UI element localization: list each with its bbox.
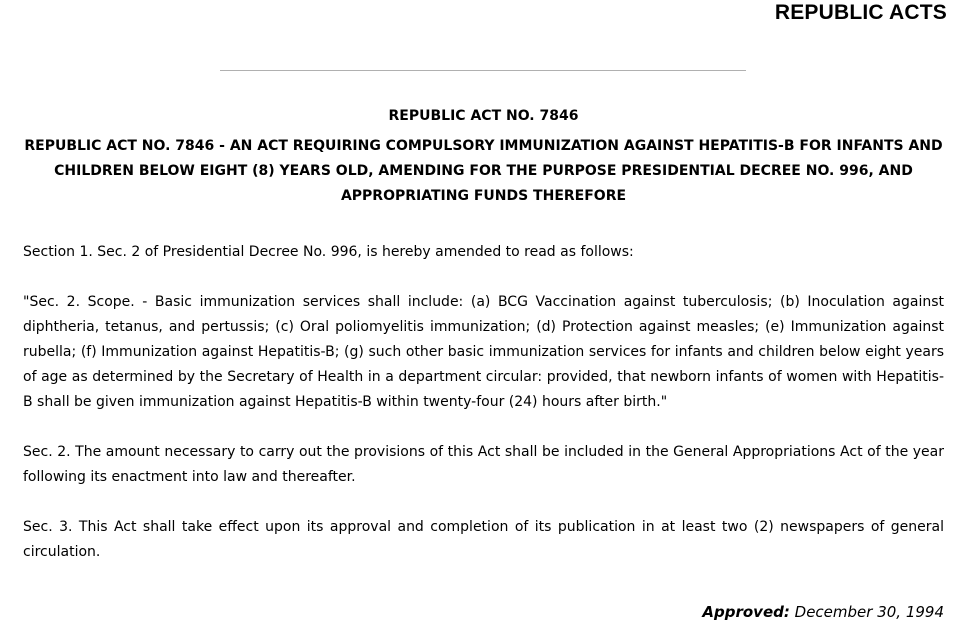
section-2-paragraph: Sec. 2. The amount necessary to carry out the provisions of this Act shall be included in the General Appropriations Act of the year following its enactment into law and thereafter. [23,444,944,485]
amended-scope-paragraph: "Sec. 2. Scope. - Basic immunization services shall include: (a) BCG Vaccination against tuberculosis; (b) Inoculation against diphtheria, tetanus, and pertussis; (c) Oral poliomyelitis immunization; (d) Protection against measles; (e) Immunization against rubella; (f) Immunization against Hepatitis-B; (g) such other basic immunization services for infants and children below eight years of age as determined by the Secretary of Health in a department circular: provided, that newborn infants of women with Hepatitis-B shall be given immunization against Hepatitis-B within twenty-four (24) hours after birth." [23,294,944,410]
section-3-paragraph: Sec. 3. This Act shall take effect upon its approval and completion of its publication in at least two (2) newspapers of general circulation. [23,519,944,560]
approved-date: December 30, 1994 [794,603,944,621]
approved-label: Approved: [702,603,790,621]
approval-line [702,603,944,621]
section-1-paragraph: Section 1. Sec. 2 of Presidential Decree No. 996, is hereby amended to read as follows: [23,244,634,260]
document-body [23,106,944,590]
act-title: REPUBLIC ACT NO. 7846 - AN ACT REQUIRING COMPULSORY IMMUNIZATION AGAINST HEPATITIS-B FOR INFANTS AND CHILDREN BELOW EIGHT (8) YEARS OLD, AMENDING FOR THE PURPOSE PRESIDENTIAL DECREE NO. 996, AND APPROPRIATING FUNDS THEREFORE [24,138,943,204]
header-divider [220,70,746,71]
act-number: REPUBLIC ACT NO. 7846 [388,108,579,124]
page-title: REPUBLIC ACTS [774,1,947,24]
